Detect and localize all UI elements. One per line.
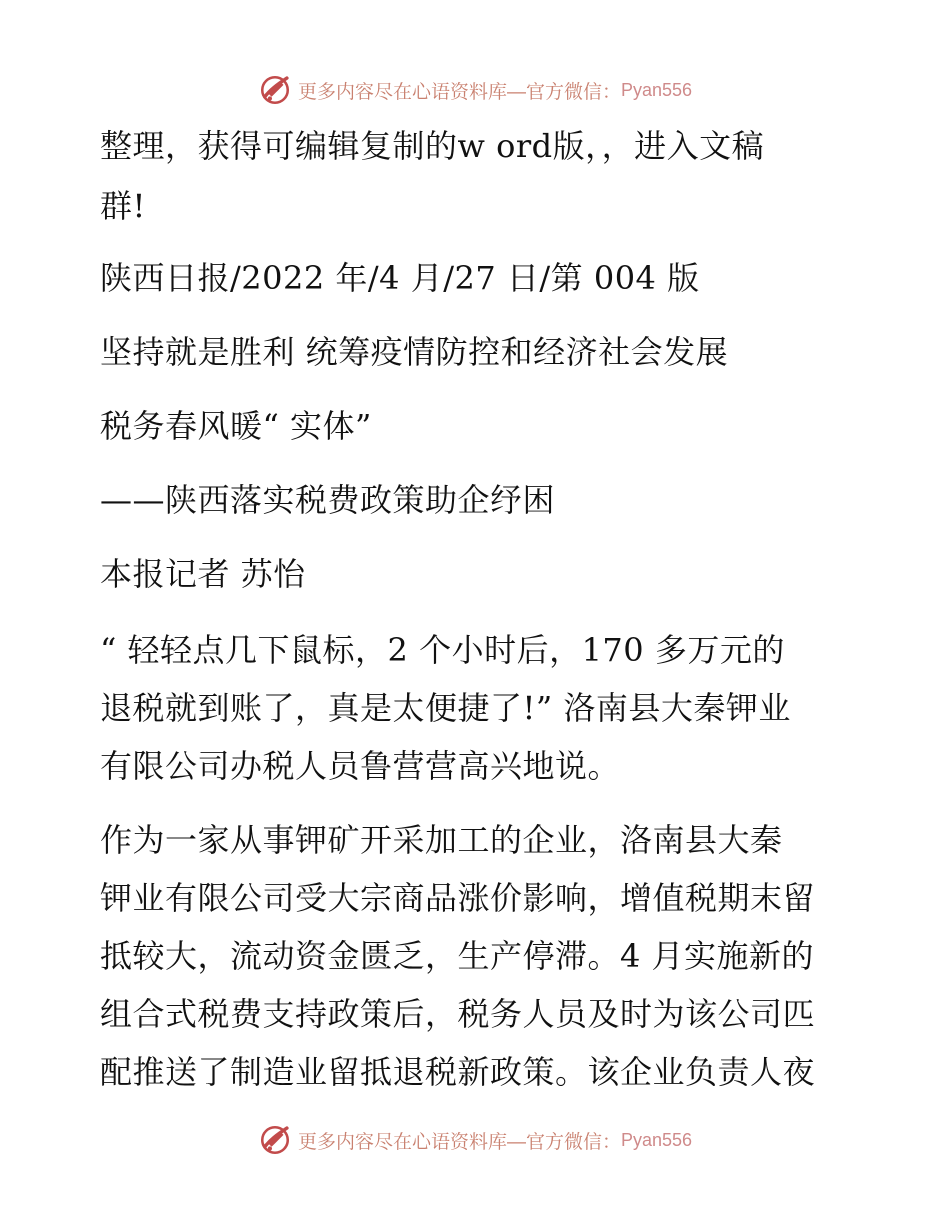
paragraph-1-line-1: “ 轻轻点几下鼠标，2 个小时后，170 多万元的 [100, 631, 785, 669]
watermark-handle: Pyan556 [620, 1129, 693, 1150]
newspaper-source-line: 陕西日报/2022 年/4 月/27 日/第 004 版 [100, 259, 700, 297]
ink-brush-logo-icon [258, 1123, 292, 1157]
paragraph-2-line-5: 配推送了制造业留抵退税新政策。该企业负责人夜 [100, 1053, 816, 1091]
byline: 本报记者 苏怡 [100, 555, 306, 593]
ink-brush-logo-icon [258, 73, 292, 107]
text-line-1: 整理，获得可编辑复制的w ord版，，进入文稿 [100, 127, 765, 165]
article-title: 税务春风暖“ 实体” [100, 407, 372, 445]
article-subtitle: ——陕西落实税费政策助企纾困 [100, 481, 556, 519]
watermark-text: 更多内容尽在心语资料库—官方微信： [297, 81, 621, 103]
paragraph-1-line-2: 退税就到账了，真是太便捷了!” 洛南县大秦钾业 [100, 689, 791, 727]
header-watermark [0, 70, 950, 110]
watermark-text: 更多内容尽在心语资料库—官方微信： [297, 1131, 621, 1153]
footer-watermark [0, 1120, 950, 1160]
paragraph-2-line-4: 组合式税费支持政策后，税务人员及时为该公司匹 [100, 995, 816, 1033]
column-headline: 坚持就是胜利 统筹疫情防控和经济社会发展 [100, 333, 729, 371]
text-line-2: 群! [100, 187, 146, 225]
paragraph-2-line-3: 抵较大，流动资金匮乏，生产停滞。4 月实施新的 [100, 937, 815, 975]
paragraph-2-line-2: 钾业有限公司受大宗商品涨价影响，增值税期末留 [100, 879, 816, 917]
paragraph-1-line-3: 有限公司办税人员鲁营营高兴地说。 [100, 747, 621, 785]
watermark-handle: Pyan556 [620, 79, 693, 100]
paragraph-2-line-1: 作为一家从事钾矿开采加工的企业，洛南县大秦 [100, 821, 783, 859]
